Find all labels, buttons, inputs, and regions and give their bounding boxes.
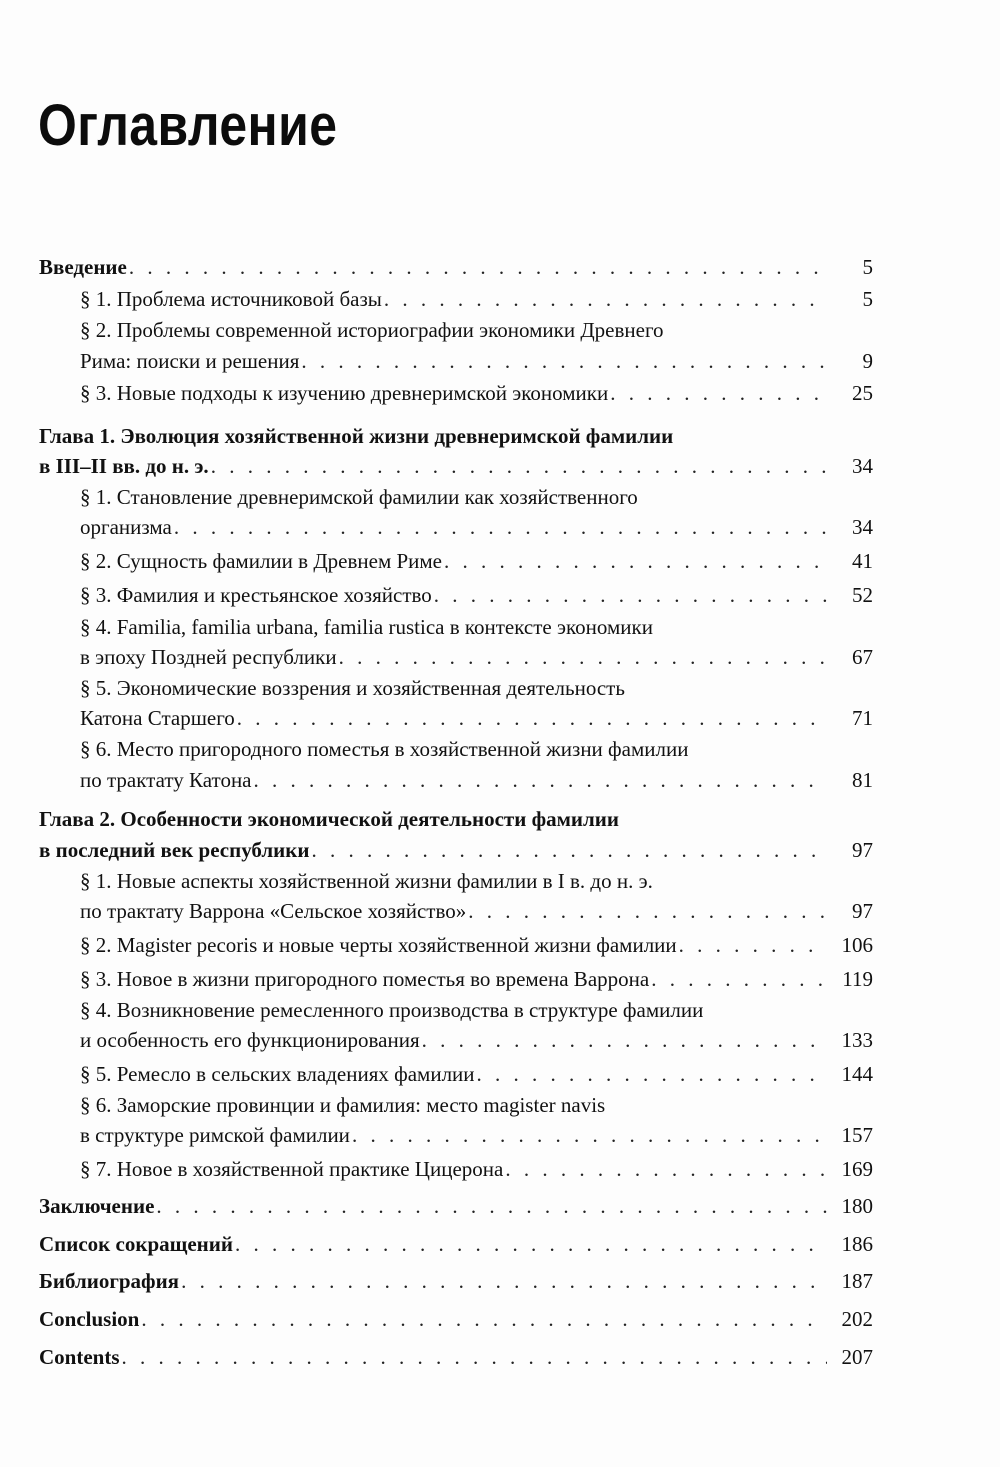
entry-label: § 4. Familia, familia urbana, familia rustica в контексте экономики (80, 615, 653, 639)
entry-label: § 1. Становление древнеримской фамилии как хозяйственного (80, 485, 638, 509)
dot-leader (610, 380, 827, 407)
page-number: 169 (841, 1157, 873, 1181)
dot-leader (422, 1027, 827, 1054)
entry-label: в структуре римской фамилии (80, 1123, 350, 1147)
dot-leader (181, 1268, 827, 1295)
entry-label: § 4. Возникновение ремесленного производства в структуре фамилии (80, 998, 704, 1022)
dot-leader (679, 932, 827, 959)
page-number: 97 (852, 838, 873, 862)
dot-leader (174, 514, 827, 541)
dot-leader (156, 1193, 827, 1220)
toc-entry-conclusion[interactable] (39, 1193, 873, 1220)
toc-entry-contents-en[interactable] (39, 1344, 873, 1371)
toc-entry-ch2-s4[interactable] (80, 1027, 873, 1054)
page-number: 187 (841, 1269, 873, 1293)
toc-entry-abbreviations[interactable] (39, 1231, 873, 1258)
dot-leader (122, 1344, 827, 1371)
entry-label: в последний век республики (39, 838, 310, 862)
page-number: 81 (852, 768, 873, 792)
dot-leader (505, 1156, 827, 1183)
dot-leader (301, 348, 827, 375)
page-number: 144 (841, 1062, 873, 1086)
dot-leader (311, 837, 827, 864)
toc-entry-ch1-s4[interactable] (80, 644, 873, 671)
dot-leader (477, 1061, 827, 1088)
entry-label: § 7. Новое в хозяйственной практике Цицерона (80, 1157, 504, 1181)
toc-entry-ch2-s5[interactable] (80, 1061, 873, 1088)
page-number: 133 (841, 1028, 873, 1052)
toc-entry-ch2-s6-line1[interactable] (80, 1092, 605, 1119)
toc-entry-ch2-s6[interactable] (80, 1122, 873, 1149)
toc-entry-ch2-s1[interactable] (80, 898, 873, 925)
toc-entry-ch1-s4-line1[interactable] (80, 614, 653, 641)
entry-label: Введение (39, 255, 127, 279)
entry-label: Список сокращений (39, 1232, 233, 1256)
toc-entry-ch1-s5-line1[interactable] (80, 675, 625, 702)
entry-label: по трактату Катона (80, 768, 252, 792)
toc-entry-intro-s2-line1[interactable] (80, 317, 664, 344)
entry-label: § 1. Проблема источниковой базы (80, 287, 382, 311)
entry-label: в III–II вв. до н. э. (39, 454, 209, 478)
entry-label: Contents (39, 1345, 120, 1369)
toc-entry-intro-s1[interactable] (80, 286, 873, 313)
page-number: 119 (842, 967, 873, 991)
page-number: 5 (862, 255, 873, 279)
toc-entry-ch1-s2[interactable] (80, 548, 873, 575)
entry-label: и особенность его функционирования (80, 1028, 420, 1052)
entry-label: организма (80, 515, 172, 539)
toc-entry-ch2-s7[interactable] (80, 1156, 873, 1183)
entry-label: § 1. Новые аспекты хозяйственной жизни фамилии в I в. до н. э. (80, 869, 653, 893)
toc-entry-ch1[interactable] (39, 453, 873, 480)
entry-label: Conclusion (39, 1307, 140, 1331)
page-number: 5 (862, 287, 873, 311)
toc-entry-ch1-line1[interactable] (39, 423, 673, 450)
dot-leader (434, 582, 827, 609)
toc-entry-ch2-s3[interactable] (80, 966, 873, 993)
toc-entry-bibliography[interactable] (39, 1268, 873, 1295)
dot-leader (444, 548, 827, 575)
toc-entry-intro[interactable] (39, 254, 873, 281)
page-number: 52 (852, 583, 873, 607)
page-number: 41 (852, 549, 873, 573)
page-number: 97 (852, 899, 873, 923)
toc-entry-ch1-s1-line1[interactable] (80, 484, 638, 511)
entry-label: Заключение (39, 1194, 155, 1218)
toc-entry-ch2-line1[interactable] (39, 806, 619, 833)
page-number: 34 (852, 454, 873, 478)
toc-entry-ch1-s6-line1[interactable] (80, 736, 688, 763)
entry-label: § 2. Magister pecoris и новые черты хозяйственной жизни фамилии (80, 933, 677, 957)
page-title: Оглавление (38, 93, 338, 158)
page-number: 202 (841, 1307, 873, 1331)
page-number: 67 (852, 645, 873, 669)
toc-entry-conclusion-en[interactable] (39, 1306, 873, 1333)
entry-label: Катона Старшего (80, 706, 235, 730)
toc-entry-ch2-s4-line1[interactable] (80, 997, 703, 1024)
page-number: 25 (852, 381, 873, 405)
page-number: 180 (841, 1194, 873, 1218)
toc-entry-ch1-s6[interactable] (80, 767, 873, 794)
toc-entry-ch1-s3[interactable] (80, 582, 873, 609)
page-number: 207 (841, 1345, 873, 1369)
entry-label: по трактату Варрона «Сельское хозяйство» (80, 899, 467, 923)
page-number: 157 (841, 1123, 873, 1147)
entry-label: § 6. Заморские провинции и фамилия: место magister navis (80, 1093, 606, 1117)
entry-label: Рима: поиски и решения (80, 349, 300, 373)
toc-entry-ch2-s2[interactable] (80, 932, 873, 959)
toc-entry-ch1-s5[interactable] (80, 705, 873, 732)
toc-entry-ch1-s1[interactable] (80, 514, 873, 541)
toc-entry-ch2[interactable] (39, 837, 873, 864)
dot-leader (129, 254, 827, 281)
entry-label: § 3. Фамилия и крестьянское хозяйство (80, 583, 432, 607)
entry-label: § 2. Проблемы современной историографии экономики Древнего (80, 318, 664, 342)
entry-label: в эпоху Поздней республики (80, 645, 337, 669)
dot-leader (384, 286, 827, 313)
toc-entry-intro-s2[interactable] (80, 348, 873, 375)
entry-label: § 3. Новые подходы к изучению древнеримской экономики (80, 381, 609, 405)
dot-leader (141, 1306, 827, 1333)
entry-label: § 5. Ремесло в сельских владениях фамилии (80, 1062, 475, 1086)
entry-label: § 6. Место пригородного поместья в хозяйственной жизни фамилии (80, 737, 689, 761)
dot-leader (651, 966, 827, 993)
dot-leader (254, 767, 828, 794)
dot-leader (468, 898, 827, 925)
dot-leader (235, 1231, 827, 1258)
entry-label: Библиография (39, 1269, 180, 1293)
dot-leader (339, 644, 827, 671)
toc-entry-ch2-s1-line1[interactable] (80, 868, 653, 895)
dot-leader (237, 705, 827, 732)
page-number: 71 (852, 706, 873, 730)
entry-label: § 2. Сущность фамилии в Древнем Риме (80, 549, 443, 573)
page-number: 9 (862, 349, 873, 373)
dot-leader (352, 1122, 827, 1149)
page-number: 34 (852, 515, 873, 539)
entry-label: § 3. Новое в жизни пригородного поместья во времена Варрона (80, 967, 650, 991)
entry-label: Глава 2. Особенности экономической деятельности фамилии (39, 807, 619, 831)
entry-label: § 5. Экономические воззрения и хозяйственная деятельность (80, 676, 625, 700)
page-number: 186 (841, 1232, 873, 1256)
toc-entry-intro-s3[interactable] (80, 380, 873, 407)
page-number: 106 (841, 933, 873, 957)
dot-leader (211, 453, 827, 480)
entry-label: Глава 1. Эволюция хозяйственной жизни древнеримской фамилии (39, 424, 674, 448)
